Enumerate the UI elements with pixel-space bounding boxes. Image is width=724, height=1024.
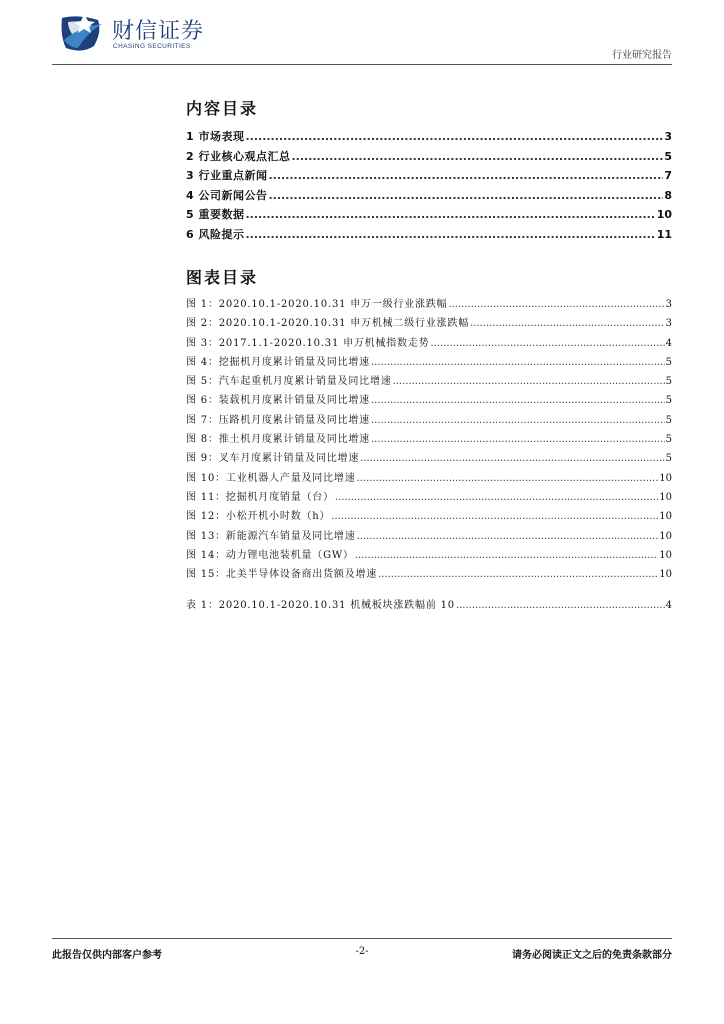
figure-entry[interactable]: [186, 372, 672, 391]
toc-list: [186, 128, 672, 246]
page-number: -2-: [355, 946, 369, 957]
figures-toc-title: 图表目录: [186, 268, 259, 287]
figure-entry-label: 图 5：汽车起重机月度累计销量及同比增速: [186, 376, 392, 388]
dot-leader: [268, 189, 663, 202]
figure-entry-page-number: 10: [659, 569, 672, 581]
toc-entry-page-number: 5: [664, 149, 672, 163]
figure-entry[interactable]: [186, 565, 672, 584]
dot-leader: [371, 434, 665, 445]
toc-entry-page-number: 7: [664, 169, 672, 183]
toc-entry[interactable]: [186, 187, 672, 207]
dot-leader: [371, 415, 665, 426]
figure-entry[interactable]: [186, 449, 672, 468]
figure-entry[interactable]: [186, 334, 672, 353]
chasing-logo-icon: [58, 12, 104, 54]
dot-leader: [393, 376, 665, 387]
toc-entry-label: 1 市场表现: [186, 130, 245, 143]
figure-entry-page-number: 4: [665, 337, 672, 349]
figure-entry-label: 图 13：新能源汽车销量及同比增速: [186, 530, 356, 542]
logo-chinese-name: 财信证券: [112, 19, 205, 44]
figure-entry-label: 图 2：2020.10.1-2020.10.31 申万机械二级行业涨跌幅: [186, 318, 470, 330]
logo-english-name: CHASING SECURITIES: [113, 43, 191, 50]
figure-entry-page-number: 10: [659, 511, 672, 523]
dot-leader: [470, 318, 665, 329]
figure-entry-page-number: 5: [665, 356, 672, 368]
toc-entry-page-number: 3: [664, 130, 672, 143]
report-type-label: 行业研究报告: [612, 50, 672, 61]
figure-entry-page-number: 3: [665, 318, 672, 330]
figure-entry-label: 图 11：挖掘机月度销量（台）: [186, 491, 334, 503]
dot-leader: [448, 299, 664, 310]
figure-entry[interactable]: [186, 314, 672, 333]
figure-entry[interactable]: [186, 546, 672, 565]
figure-entry-label: 图 1：2020.10.1-2020.10.31 申万一级行业涨跌幅: [186, 299, 448, 310]
figure-entry-label: 图 15：北美半导体设备商出货额及增速: [186, 569, 378, 581]
figure-entry-page-number: 5: [665, 414, 672, 426]
figure-entry-label: 图 9：叉车月度累计销量及同比增速: [186, 453, 360, 465]
dot-leader: [357, 531, 659, 542]
tables-toc-list: [186, 596, 672, 615]
dot-leader: [331, 511, 658, 522]
dot-leader: [357, 473, 659, 484]
page-header: [0, 0, 724, 70]
figure-entry-page-number: 5: [665, 453, 672, 465]
figure-entry-label: 图 4：挖掘机月度累计销量及同比增速: [186, 356, 370, 368]
figure-entry-page-number: 5: [665, 434, 672, 446]
header-divider: [52, 64, 672, 65]
figure-entry[interactable]: [186, 507, 672, 526]
figure-entry-label: 图 6：装载机月度累计销量及同比增速: [186, 395, 370, 407]
figure-entry-page-number: 10: [659, 549, 672, 561]
toc-title: 内容目录: [186, 99, 259, 118]
figure-entry[interactable]: [186, 488, 672, 507]
figure-entry[interactable]: [186, 411, 672, 430]
dot-leader: [378, 569, 658, 580]
figure-entry-page-number: 5: [665, 376, 672, 388]
figure-entry[interactable]: [186, 295, 672, 314]
figure-entry-page-number: 10: [659, 491, 672, 503]
dot-leader: [371, 395, 665, 406]
figure-entry-label: 图 7：压路机月度累计销量及同比增速: [186, 414, 370, 426]
figure-entry-page-number: 10: [659, 530, 672, 542]
dot-leader: [431, 338, 665, 349]
table-entry[interactable]: [186, 596, 672, 615]
figure-entry-page-number: 3: [665, 299, 672, 310]
figure-entry-label: 图 12：小松开机小时数（h）: [186, 511, 331, 523]
figure-entry-label: 图 8：推土机月度累计销量及同比增速: [186, 434, 370, 446]
toc-entry[interactable]: [186, 167, 672, 187]
dot-leader: [371, 357, 665, 368]
toc-entry-page-number: 11: [656, 227, 672, 241]
toc-entry-label: 4 公司新闻公告: [186, 188, 268, 202]
footer-divider: [52, 938, 672, 939]
dot-leader: [456, 600, 665, 611]
dot-leader: [245, 208, 655, 221]
figure-entry-page-number: 5: [665, 395, 672, 407]
figure-entry[interactable]: [186, 391, 672, 410]
figure-entry[interactable]: [186, 430, 672, 449]
dot-leader: [291, 150, 663, 163]
figures-toc-list: [186, 295, 672, 584]
dot-leader: [268, 169, 663, 182]
toc-entry-page-number: 8: [664, 188, 672, 202]
figure-entry-page-number: 10: [659, 472, 672, 484]
toc-entry[interactable]: [186, 226, 672, 246]
figure-entry-label: 图 14：动力锂电池装机量（GW）: [186, 549, 354, 561]
toc-entry-label: 6 风险提示: [186, 227, 245, 241]
dot-leader: [360, 453, 664, 464]
figure-entry[interactable]: [186, 353, 672, 372]
footer-disclaimer-left: 此报告仅供内部客户参考: [52, 950, 162, 961]
figure-entry[interactable]: [186, 527, 672, 546]
dot-leader: [245, 228, 655, 241]
toc-entry-label: 5 重要数据: [186, 208, 245, 222]
toc-entry-page-number: 10: [656, 208, 672, 222]
toc-entry-label: 3 行业重点新闻: [186, 169, 268, 183]
footer-disclaimer-right: 请务必阅读正文之后的免责条款部分: [512, 950, 672, 961]
toc-entry[interactable]: [186, 206, 672, 226]
table-entry-label: 表 1：2020.10.1-2020.10.31 机械板块涨跌幅前 10: [186, 600, 455, 611]
toc-entry[interactable]: [186, 148, 672, 168]
dot-leader: [335, 492, 658, 503]
figure-entry-label: 图 3：2017.1.1-2020.10.31 申万机械指数走势: [186, 337, 430, 349]
figure-entry-label: 图 10：工业机器人产量及同比增速: [186, 472, 356, 484]
table-entry-page-number: 4: [665, 600, 672, 611]
dot-leader: [355, 550, 658, 561]
toc-entry[interactable]: [186, 128, 672, 148]
figure-entry[interactable]: [186, 469, 672, 488]
company-logo: [58, 12, 228, 54]
toc-entry-label: 2 行业核心观点汇总: [186, 149, 291, 163]
dot-leader: [245, 130, 663, 143]
